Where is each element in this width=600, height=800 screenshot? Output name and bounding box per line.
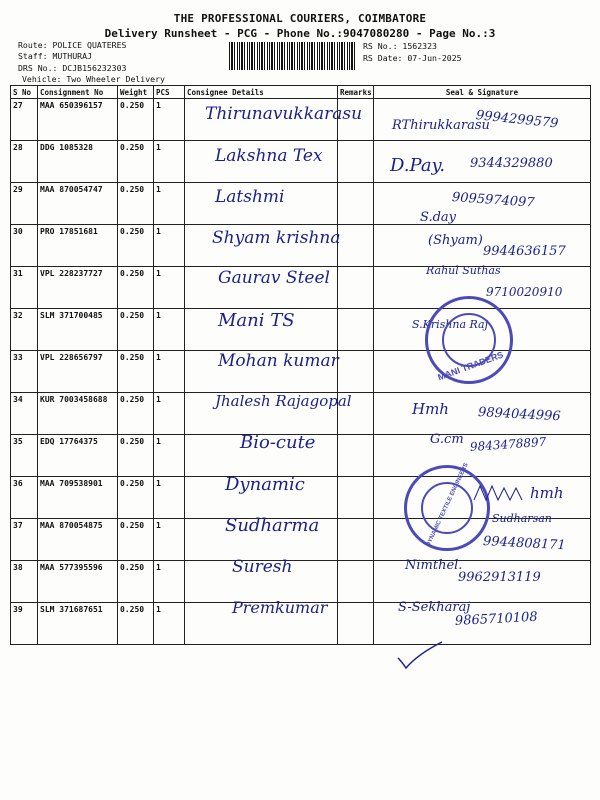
pcs-cell: 1 <box>154 435 185 477</box>
consignment-cell: PRO 17851681 <box>38 225 118 267</box>
consignment-cell: MAA 709538901 <box>38 477 118 519</box>
handwritten-signature: hmh <box>530 484 564 502</box>
pcs-cell: 1 <box>154 267 185 309</box>
handwritten-phone: 9944808171 <box>482 534 566 554</box>
remarks-cell <box>338 477 374 519</box>
remarks-cell <box>338 225 374 267</box>
sno-cell: 29 <box>11 183 38 225</box>
sno-cell: 34 <box>11 393 38 435</box>
sno-cell: 31 <box>11 267 38 309</box>
sno-cell: 32 <box>11 309 38 351</box>
consignment-cell: DDG 1085328 <box>38 141 118 183</box>
sno-cell: 28 <box>11 141 38 183</box>
consignment-cell: KUR 7003458688 <box>38 393 118 435</box>
remarks-cell <box>338 309 374 351</box>
handwritten-signature: S.Krishna Raj <box>412 318 489 331</box>
pcs-cell: 1 <box>154 99 185 141</box>
pcs-cell: 1 <box>154 519 185 561</box>
pcs-cell: 1 <box>154 477 185 519</box>
col-sno: S No <box>11 86 38 99</box>
weight-cell: 0.250 <box>118 267 154 309</box>
handwritten-phone: 9344329880 <box>470 156 553 171</box>
handwritten-consignee: Thirunavukkarasu <box>205 104 363 124</box>
handwritten-signature: (Shyam) <box>428 233 483 248</box>
consignment-cell: SLM 371700485 <box>38 309 118 351</box>
col-consignee: Consignee Details <box>185 86 338 99</box>
col-pcs: PCS <box>154 86 185 99</box>
weight-cell: 0.250 <box>118 141 154 183</box>
consignment-cell: SLM 371687651 <box>38 603 118 645</box>
sno-cell: 33 <box>11 351 38 393</box>
handwritten-consignee: Bio-cute <box>240 432 316 453</box>
handwritten-consignee: Mohan kumar <box>218 351 339 371</box>
handwritten-consignee: Premkumar <box>232 598 328 617</box>
handwritten-consignee: Latshmi <box>215 187 285 207</box>
handwritten-consignee: Dynamic <box>225 474 305 495</box>
pcs-cell: 1 <box>154 141 185 183</box>
consignment-cell: MAA 577395596 <box>38 561 118 603</box>
weight-cell: 0.250 <box>118 183 154 225</box>
handwritten-consignee: Gaurav Steel <box>218 268 330 288</box>
pcs-cell: 1 <box>154 225 185 267</box>
handwritten-phone: 9865710108 <box>454 609 538 629</box>
vehicle-label: Vehicle: Two Wheeler Delivery <box>22 74 165 84</box>
consignment-cell: EDQ 17764375 <box>38 435 118 477</box>
table-body <box>11 99 591 645</box>
weight-cell: 0.250 <box>118 225 154 267</box>
weight-cell: 0.250 <box>118 561 154 603</box>
handwritten-phone: 9944636157 <box>483 244 566 259</box>
handwritten-signature: Nimthel. <box>405 558 463 573</box>
consignment-cell: VPL 228656797 <box>38 351 118 393</box>
drs-label: DRS No.: DCJB156232303 <box>18 63 127 73</box>
remarks-cell <box>338 603 374 645</box>
handwritten-consignee: Shyam krishna <box>212 228 341 248</box>
col-weight: Weight <box>118 86 154 99</box>
consignment-cell: MAA 650396157 <box>38 99 118 141</box>
handwritten-phone: 9710020910 <box>486 285 563 299</box>
table-header-row <box>11 86 591 99</box>
remarks-cell <box>338 267 374 309</box>
handwritten-signature: D.Pay. <box>390 155 446 176</box>
mani-traders-stamp: MANI TRADERS <box>425 296 513 384</box>
remarks-cell <box>338 183 374 225</box>
sno-cell: 37 <box>11 519 38 561</box>
signature-scribble-icon <box>472 484 532 504</box>
rs-date: RS Date: 07-Jun-2025 <box>363 53 462 63</box>
handwritten-consignee: Sudharma <box>225 515 320 536</box>
col-remarks: Remarks <box>338 86 374 99</box>
route-label: Route: POLICE QUATERES <box>18 40 127 50</box>
handwritten-consignee: Lakshna Tex <box>215 146 323 166</box>
weight-cell: 0.250 <box>118 519 154 561</box>
consignment-cell: VPL 228237727 <box>38 267 118 309</box>
handwritten-phone: 9894044996 <box>477 405 561 425</box>
remarks-cell <box>338 435 374 477</box>
sno-cell: 38 <box>11 561 38 603</box>
handwritten-signature: S-Sekharaj <box>398 600 471 615</box>
handwritten-consignee: Mani TS <box>218 310 295 331</box>
handwritten-phone: 9095974097 <box>451 190 536 211</box>
weight-cell: 0.250 <box>118 351 154 393</box>
pcs-cell: 1 <box>154 309 185 351</box>
handwritten-signature: S.day <box>420 210 456 225</box>
tick-mark <box>396 640 446 675</box>
weight-cell: 0.250 <box>118 393 154 435</box>
remarks-cell <box>338 519 374 561</box>
pcs-cell: 1 <box>154 183 185 225</box>
dynamic-textile-stamp: DYNAMIC TEXTILE ENGINEERS <box>404 465 490 551</box>
consignment-cell: MAA 870054875 <box>38 519 118 561</box>
pcs-cell: 1 <box>154 393 185 435</box>
pcs-cell: 1 <box>154 603 185 645</box>
remarks-cell <box>338 141 374 183</box>
sno-cell: 30 <box>11 225 38 267</box>
handwritten-signature: Rahul Suthas <box>426 264 501 277</box>
handwritten-phone: 9994299579 <box>475 108 560 132</box>
weight-cell: 0.250 <box>118 477 154 519</box>
weight-cell: 0.250 <box>118 99 154 141</box>
handwritten-signature: Hmh <box>412 400 449 418</box>
handwritten-signature: G.cm <box>430 432 464 447</box>
handwritten-signature: Sudharsan <box>492 512 552 525</box>
handwritten-phone: 9843478897 <box>469 434 547 454</box>
remarks-cell <box>338 561 374 603</box>
consignment-cell: MAA 870054747 <box>38 183 118 225</box>
col-seal-signature: Seal & Signature <box>374 86 591 99</box>
remarks-cell <box>338 351 374 393</box>
barcode <box>229 42 355 70</box>
sno-cell: 35 <box>11 435 38 477</box>
company-title: THE PROFESSIONAL COURIERS, COIMBATORE <box>173 12 427 25</box>
col-consignment: Consignment No <box>38 86 118 99</box>
staff-label: Staff: MUTHURAJ <box>18 51 92 61</box>
pcs-cell: 1 <box>154 351 185 393</box>
handwritten-signature: RThirukkarasu <box>392 118 490 133</box>
handwritten-phone: 9962913119 <box>458 570 541 585</box>
rs-number: RS No.: 1562323 <box>363 41 437 51</box>
handwritten-consignee: Suresh <box>232 557 293 577</box>
weight-cell: 0.250 <box>118 435 154 477</box>
handwritten-consignee: Jhalesh Rajagopal <box>215 392 352 410</box>
runsheet-subtitle: Delivery Runsheet - PCG - Phone No.:9047080280 - Page No.:3 <box>104 27 496 40</box>
pcs-cell: 1 <box>154 561 185 603</box>
weight-cell: 0.250 <box>118 603 154 645</box>
sno-cell: 27 <box>11 99 38 141</box>
sno-cell: 36 <box>11 477 38 519</box>
sno-cell: 39 <box>11 603 38 645</box>
weight-cell: 0.250 <box>118 309 154 351</box>
